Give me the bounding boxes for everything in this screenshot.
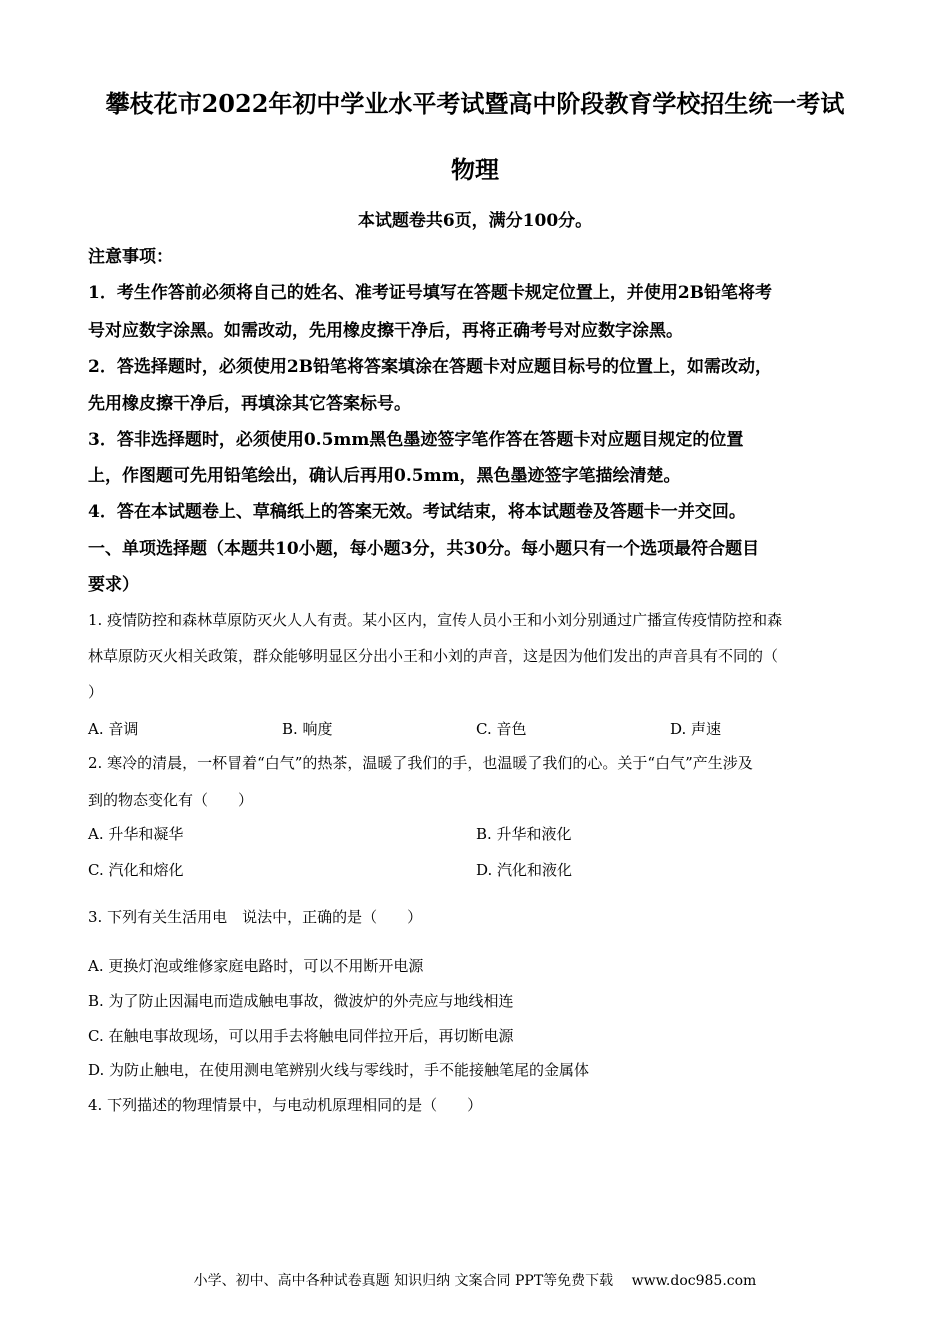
- notice-line: 3．答非选择题时，必须使用0.5mm黑色墨迹签字笔作答在答题卡对应题目规定的位置: [88, 430, 744, 450]
- question-2-option-b: B. 升华和液化: [476, 825, 572, 843]
- notice-line: 2．答选择题时，必须使用2B铅笔将答案填涂在答题卡对应题目标号的位置上，如需改动，: [88, 357, 773, 377]
- page-footer: 小学、初中、高中各种试卷真题 知识归纳 文案合同 PPT等免费下载 www.doc985.com: [193, 1273, 757, 1289]
- question-1-option-b: B. 响度: [282, 720, 333, 738]
- question-3-option-b: B. 为了防止因漏电而造成触电事故，微波炉的外壳应与地线相连: [88, 992, 514, 1010]
- question-1-option-c: C. 音色: [476, 720, 527, 738]
- question-1-option-a: A. 音调: [88, 720, 139, 738]
- question-1-text: 林草原防灭火相关政策，群众能够明显区分出小王和小刘的声音，这是因为他们发出的声音具有不同的（: [88, 647, 779, 665]
- section-heading-cont: 要求）: [88, 575, 139, 595]
- exam-title: 攀枝花市2022年初中学业水平考试暨高中阶段教育学校招生统一考试: [105, 89, 845, 118]
- notice-line: 1．考生作答前必须将自己的姓名、准考证号填写在答题卡规定位置上，并使用2B铅笔将考: [88, 283, 773, 303]
- question-2-text: 到的物态变化有（ ）: [88, 791, 254, 809]
- question-4-text: 4. 下列描述的物理情景中，与电动机原理相同的是（ ）: [88, 1096, 483, 1114]
- question-2-option-a: A. 升华和凝华: [88, 825, 184, 843]
- question-2-option-d: D. 汽化和液化: [476, 861, 573, 879]
- section-heading: 一、单项选择题（本题共10小题，每小题3分，共30分。每小题只有一个选项最符合题目: [88, 539, 760, 559]
- exam-subtitle: 本试题卷共6页，满分100分。: [357, 211, 593, 231]
- question-3-text: 3. 下列有关生活用电 说法中，正确的是（ ）: [88, 908, 423, 926]
- notice-heading: 注意事项：: [88, 247, 173, 267]
- notice-line: 4．答在本试题卷上、草稿纸上的答案无效。考试结束，将本试题卷及答题卡一并交回。: [88, 502, 746, 522]
- question-2-text: 2. 寒冷的清晨，一杯冒着“白气”的热茶，温暖了我们的手，也温暖了我们的心。关于“白气”产生涉及: [88, 754, 753, 772]
- question-3-option-a: A. 更换灯泡或维修家庭电路时，可以不用断开电源: [88, 957, 424, 975]
- subject-title: 物理: [451, 155, 499, 184]
- question-2-option-c: C. 汽化和熔化: [88, 861, 184, 879]
- notice-line: 先用橡皮擦干净后，再填涂其它答案标号。: [88, 394, 411, 414]
- notice-line: 上，作图题可先用铅笔绘出，确认后再用0.5mm，黑色墨迹签字笔描绘清楚。: [88, 466, 681, 486]
- question-1-option-d: D. 声速: [670, 720, 722, 738]
- notice-line: 号对应数字涂黑。如需改动，先用橡皮擦干净后，再将正确考号对应数字涂黑。: [88, 321, 683, 341]
- question-3-option-c: C. 在触电事故现场，可以用手去将触电同伴拉开后，再切断电源: [88, 1027, 514, 1045]
- question-1-text: 1. 疫情防控和森林草原防灭火人人有责。某小区内，宣传人员小王和小刘分别通过广播宣传疫情防控和森: [88, 611, 783, 629]
- question-1-text: ）: [88, 683, 104, 701]
- question-3-option-d: D. 为防止触电，在使用测电笔辨别火线与零线时，手不能接触笔尾的金属体: [88, 1061, 590, 1079]
